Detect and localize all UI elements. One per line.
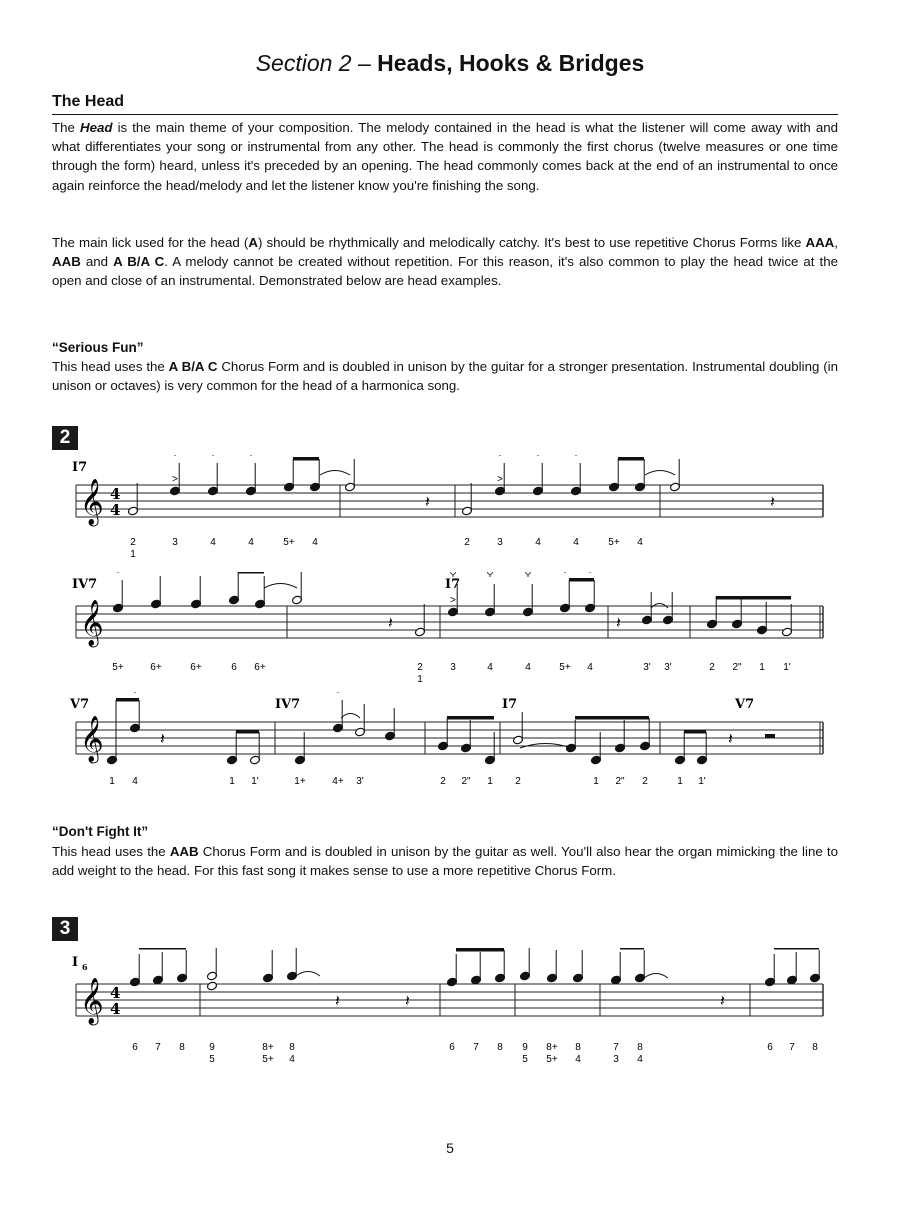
tab-number: 6 <box>449 1042 455 1053</box>
note-beam <box>774 948 819 950</box>
tab-number: 4 <box>210 537 216 548</box>
tab-number: 2" <box>732 662 742 673</box>
tab-number: 4 <box>575 1054 581 1065</box>
tab-number: 6+ <box>190 662 202 673</box>
tab-number: 8 <box>637 1042 643 1053</box>
note-head <box>206 981 217 991</box>
tie <box>320 471 350 476</box>
tab-number: 2 <box>709 662 715 673</box>
tab-number: 4 <box>289 1054 295 1065</box>
tab-number: 7 <box>473 1042 479 1053</box>
note-beam <box>139 948 186 950</box>
tab-number: 7 <box>155 1042 161 1053</box>
accent-mark: > <box>172 474 178 485</box>
tab-number: 2 <box>464 537 470 548</box>
harmonica-blow-mark <box>451 572 456 574</box>
tab-number: 8+ <box>546 1042 558 1053</box>
tab-number: 3' <box>643 662 651 673</box>
tab-number: 4 <box>487 662 493 673</box>
tie <box>645 471 675 476</box>
harmonica-blow-mark <box>488 572 493 574</box>
tab-number: 5 <box>209 1054 215 1065</box>
tab-number: 2" <box>461 776 471 787</box>
tab-number: 5+ <box>262 1054 274 1065</box>
quarter-rest: 𝄽 <box>425 492 430 511</box>
tie <box>644 974 668 979</box>
note-beam <box>684 730 706 734</box>
tie <box>341 714 360 719</box>
tab-number: 5+ <box>283 537 295 548</box>
tab-number: 2" <box>615 776 625 787</box>
quarter-rest: 𝄽 <box>388 613 393 632</box>
tab-number: 8+ <box>262 1042 274 1053</box>
tab-number: 5+ <box>559 662 571 673</box>
example-1-title: “Serious Fun” <box>52 340 144 355</box>
example-number-badge: 3 <box>52 917 78 941</box>
time-signature: 4 <box>110 485 121 503</box>
tab-number: 3' <box>356 776 364 787</box>
notation-staff-serious-fun-row-1 <box>0 455 900 565</box>
tab-number: 2 <box>440 776 446 787</box>
half-rest <box>765 734 775 738</box>
page-number: 5 <box>446 1140 454 1156</box>
tab-number: 4 <box>637 537 643 548</box>
accent-mark: > <box>497 474 503 485</box>
notation-staff-dont-fight-it <box>0 948 900 1073</box>
note-beam <box>569 578 594 582</box>
tab-number: 1 <box>593 776 599 787</box>
section-title: Section 2 – Heads, Hooks & Bridges <box>255 50 645 76</box>
note-beam <box>620 948 644 950</box>
tab-number: 1 <box>759 662 765 673</box>
tab-number: 4 <box>637 1054 643 1065</box>
tab-number: 6+ <box>150 662 162 673</box>
quarter-rest: 𝄽 <box>720 991 725 1010</box>
tab-number: 5+ <box>546 1054 558 1065</box>
quarter-rest: 𝄽 <box>770 492 775 511</box>
tab-number: 5+ <box>608 537 620 548</box>
tab-number: 1 <box>417 674 423 685</box>
heading-the-head: The Head <box>52 93 125 110</box>
tab-number: 1' <box>698 776 706 787</box>
tab-number: 8 <box>289 1042 295 1053</box>
chord-symbol: V7 <box>70 697 90 712</box>
tab-number: 6+ <box>254 662 266 673</box>
chord-symbol: I <box>72 955 79 970</box>
tab-number: 4 <box>525 662 531 673</box>
tab-number: 9 <box>522 1042 528 1053</box>
head-paragraph-2: The main lick used for the head (A) should be rhythmically and melodically catchy. It's best to use repetitive Chorus Forms like AAA, AAB and A B/A C. A melody cannot be created without repetition. For this reason, it's also common to play the head twice at the open and close of an instrumental. Demonstrated below are head examples. <box>52 235 838 289</box>
chord-symbol: IV7 <box>275 697 301 712</box>
tab-number: 2 <box>642 776 648 787</box>
tie <box>264 584 297 589</box>
chord-symbol-subscript: 6 <box>82 962 88 972</box>
tab-number: 4 <box>248 537 254 548</box>
tab-number: 1' <box>251 776 259 787</box>
quarter-rest: 𝄽 <box>405 991 410 1010</box>
tab-number: 6 <box>132 1042 138 1053</box>
chord-symbol: I7 <box>72 460 88 475</box>
note-beam <box>618 457 644 461</box>
note-beam <box>447 716 494 720</box>
tab-number: 3 <box>613 1054 619 1065</box>
note-beam <box>238 572 264 574</box>
tab-number: 8 <box>497 1042 503 1053</box>
tab-number: 2 <box>417 662 423 673</box>
note-beam <box>575 716 649 720</box>
tab-number: 8 <box>812 1042 818 1053</box>
heading-rule <box>52 114 838 115</box>
notation-staff-serious-fun-row-3 <box>0 692 900 802</box>
tab-number: 1' <box>783 662 791 673</box>
chord-symbol: IV7 <box>72 577 98 592</box>
accent-mark: > <box>450 595 456 606</box>
treble-clef: 𝄞 <box>80 479 104 525</box>
tab-number: 3 <box>450 662 456 673</box>
tab-number: 1 <box>109 776 115 787</box>
tab-number: 1 <box>229 776 235 787</box>
tab-number: 3' <box>664 662 672 673</box>
note-beam <box>716 596 791 600</box>
note-beam <box>236 730 259 734</box>
tab-number: 8 <box>179 1042 185 1053</box>
tab-number: 4+ <box>332 776 344 787</box>
tab-number: 3 <box>497 537 503 548</box>
quarter-rest: 𝄽 <box>335 991 340 1010</box>
example-number-badge: 2 <box>52 426 78 450</box>
note-beam <box>293 457 319 461</box>
time-signature: 4 <box>110 501 121 519</box>
example-2-description: This head uses the AAB Chorus Form and is doubled in unison by the guitar as well. You'll also hear the organ mimicking the line to add weight to the head. For this fast song it makes sense to use a more repetitive Chorus Form. <box>52 844 838 879</box>
tab-number: 2 <box>130 537 136 548</box>
tab-number: 5+ <box>112 662 124 673</box>
quarter-rest: 𝄽 <box>616 613 621 632</box>
chord-symbol: I7 <box>445 577 461 592</box>
chord-symbol: V7 <box>735 697 755 712</box>
tab-number: 1 <box>677 776 683 787</box>
tab-number: 4 <box>312 537 318 548</box>
tab-number: 4 <box>535 537 541 548</box>
tab-number: 4 <box>132 776 138 787</box>
tab-number: 3 <box>172 537 178 548</box>
example-1-description: This head uses the A B/A C Chorus Form and is doubled in unison by the guitar for a stronger presentation. Instrumental doubling (in unison or octaves) is very common for the head of a harmonica song. <box>52 359 838 394</box>
tab-number: 5 <box>522 1054 528 1065</box>
time-signature: 4 <box>110 1000 121 1018</box>
tab-number: 6 <box>231 662 237 673</box>
treble-clef: 𝄞 <box>80 716 104 762</box>
tab-number: 1 <box>487 776 493 787</box>
note-beam <box>456 948 504 952</box>
example-2-title: “Don't Fight It” <box>52 824 149 839</box>
time-signature: 4 <box>110 984 121 1002</box>
note-beam <box>116 698 139 702</box>
tab-number: 7 <box>613 1042 619 1053</box>
tab-number: 9 <box>209 1042 215 1053</box>
chord-symbol: I7 <box>502 697 518 712</box>
treble-clef: 𝄞 <box>80 978 104 1024</box>
head-paragraph-1: The Head is the main theme of your composition. The melody contained in the head is what the listener will come away with and what differentiates your song or instrumental from any other. The head is commonly the first chorus (twelve measures or one time through the form) heard, unless it's preceded by an opening. The head commonly comes back at the end of an instrumental to once again reinforce the head/melody and let the listener know you're finishing the song. <box>52 120 838 193</box>
harmonica-blow-mark <box>526 572 531 574</box>
tab-number: 1 <box>130 549 136 560</box>
notation-staff-serious-fun-row-2 <box>0 572 900 697</box>
tab-number: 1+ <box>294 776 306 787</box>
tie <box>296 972 320 977</box>
treble-clef: 𝄞 <box>80 600 104 646</box>
tab-number: 6 <box>767 1042 773 1053</box>
tab-number: 8 <box>575 1042 581 1053</box>
tab-number: 7 <box>789 1042 795 1053</box>
quarter-rest: 𝄽 <box>728 729 733 748</box>
quarter-rest: 𝄽 <box>160 729 165 748</box>
tab-number: 4 <box>573 537 579 548</box>
tab-number: 4 <box>587 662 593 673</box>
tab-number: 2 <box>515 776 521 787</box>
